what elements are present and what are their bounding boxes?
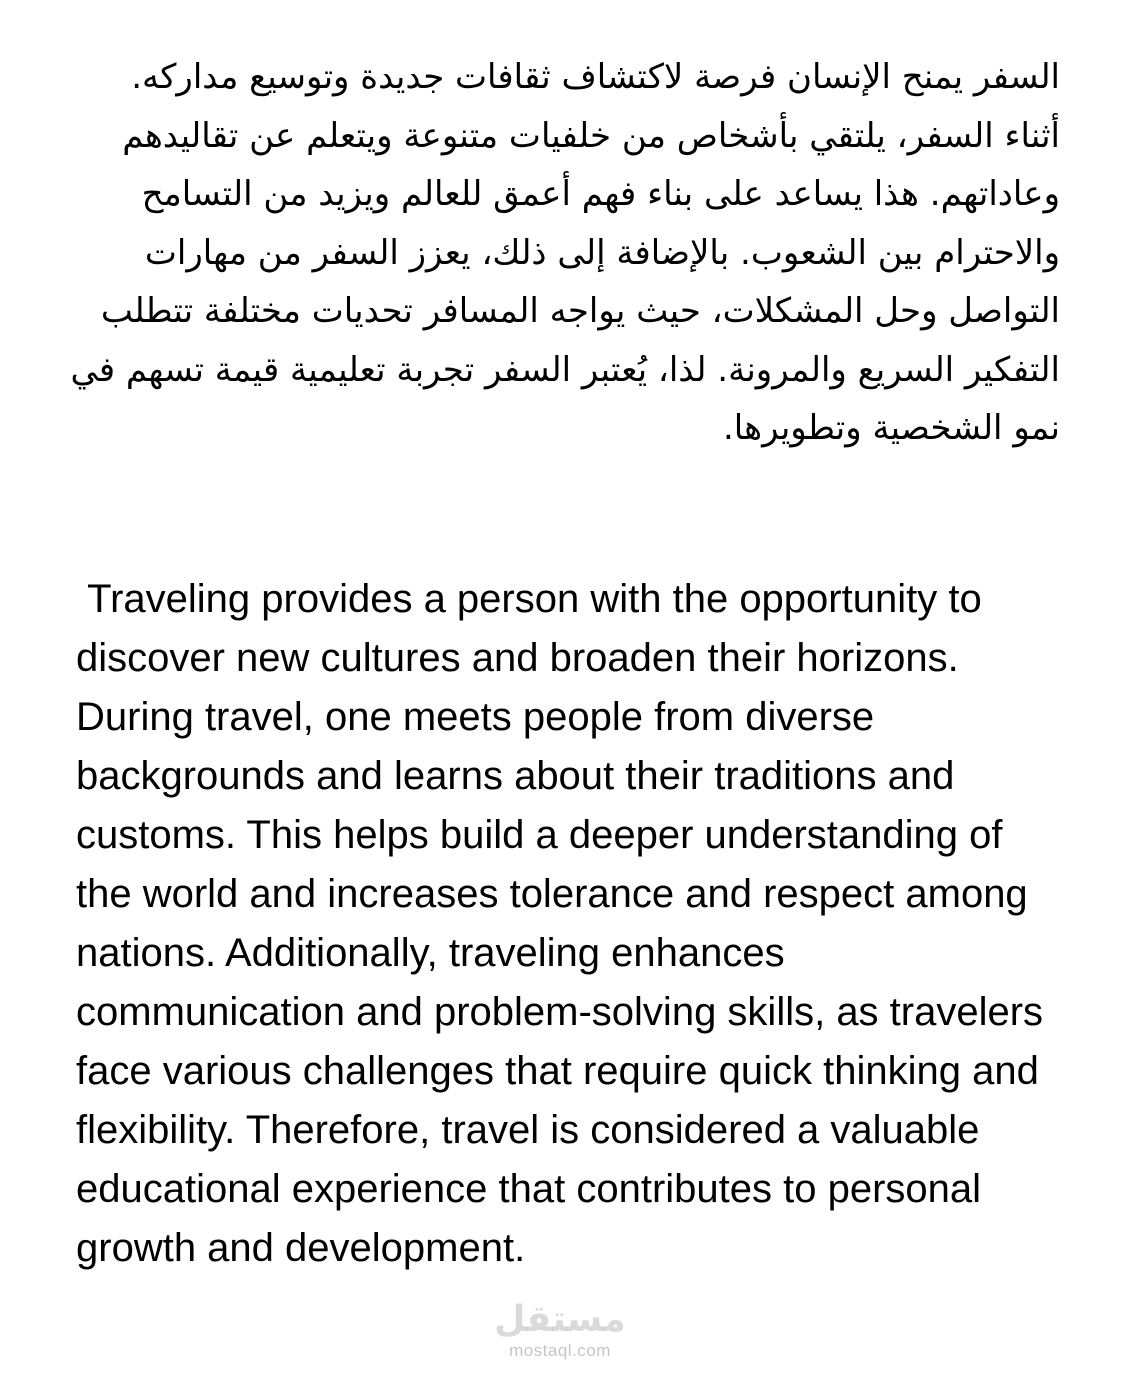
english-paragraph: Traveling provides a person with the opportunity to discover new cultures and broaden their horizons. During travel, one meets people from diverse backgrounds and learns about their traditions and customs. This helps build a deeper understanding of the world and increases tolerance and respect among nations. Additionally, traveling enhances communication and problem-solving skills, as travelers face various challenges that require quick thinking and flexibility. Therefore, travel is considered a valuable educational experience that contributes to personal growth and development. <box>76 577 1055 1270</box>
mostaql-watermark <box>480 1300 640 1370</box>
watermark-logo: مستقل <box>494 1299 626 1340</box>
arabic-paragraph: السفر يمنح الإنسان فرصة لاكتشاف ثقافات جديدة وتوسيع مداركه. أثناء السفر، يلتقي بأشخاص من خلفيات متنوعة ويتعلم عن تقاليدهم وعاداتهم. هذا يساعد على بناء فهم أعمق للعالم ويزيد من التسامح والاحترام بين الشعوب. بالإضافة إلى ذلك، يعزز السفر من مهارات التواصل وحل المشكلات، حيث يواجه المسافر تحديات مختلفة تتطلب التفكير السريع والمرونة. لذا، يُعتبر السفر تجربة تعليمية قيمة تسهم في نمو الشخصية وتطويرها. <box>70 57 1060 448</box>
watermark-site-text: mostaql.com <box>509 1341 611 1360</box>
